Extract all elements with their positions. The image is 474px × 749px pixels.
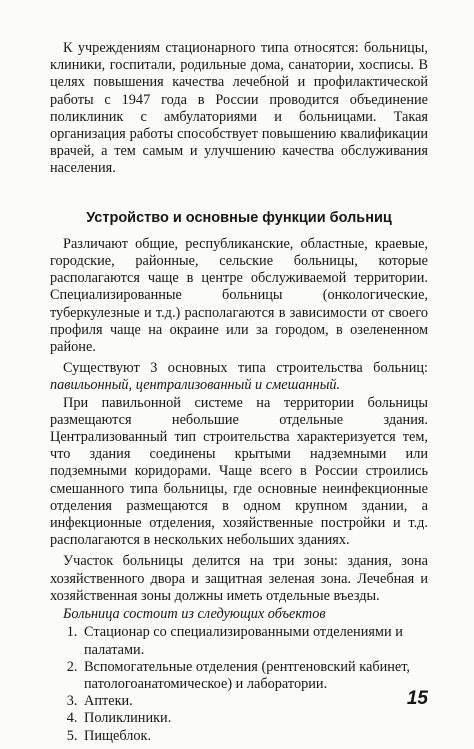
page-number: 15 bbox=[406, 688, 428, 709]
structure-intro: Больница состоит из следующих объектов bbox=[63, 606, 326, 623]
list-item: 2. Вспомогательные отделения (рентгеновский кабинет, патологоанатомическое) и лаборатории. bbox=[81, 659, 428, 693]
construction-types-lead: Существуют 3 основных типа строительства больниц: bbox=[63, 360, 428, 377]
list-item: 1. Стационар со специализированными отделениями и палатами. bbox=[81, 624, 428, 658]
page-content bbox=[50, 40, 428, 745]
construction-types-list: павильонный, централизованный и смешанный. bbox=[50, 377, 341, 394]
list-item: 3. Аптеки. bbox=[81, 693, 428, 710]
construction-types-paragraph bbox=[50, 360, 428, 394]
hospital-types-paragraph: Различают общие, республиканские, областные, краевые, городские, районные, сельские больницы, которые располагаются чаще в центре обслуживаемой территории. Специализированные больницы (онкологические, туберкулезные и т.д.) располагаются в зависимости от своего профиля чаще на окраине или за городом, в озелененном районе. bbox=[50, 235, 428, 356]
pavilion-system-paragraph: При павильонной системе на территории больницы размещаются небольшие отдельные здания. Централизованный тип строительства характеризуется тем, что здания соединены крытыми надземными или подземными коридорами. Чаще всего в России строились смешанного типа больницы, где основные неинфекционные отделения размещаются в одном крупном здании, а инфекционные отделения, хозяйственные постройки и т.д. располагаются в нескольких небольших зданиях. bbox=[50, 394, 428, 549]
hospital-zones-paragraph: Участок больницы делится на три зоны: здания, зона хозяйственного двора и защитная зеленая зона. Лечебная и хозяйственная зоны должны иметь отдельные въезды. bbox=[50, 553, 428, 604]
structure-list bbox=[50, 624, 428, 744]
list-item: 5. Пищеблок. bbox=[81, 728, 428, 745]
section-heading: Устройство и основные функции больниц bbox=[86, 209, 392, 226]
list-item: 4. Поликлиники. bbox=[81, 710, 428, 727]
intro-paragraph: К учреждениям стационарного типа относятся: больницы, клиники, госпитали, родильные дома, санатории, хосписы. В целях повышения качества лечебной и профилактической работы с 1947 года в России проводится объединение поликлиник с амбулаториями и больницами. Такая организация работы способствует повышению квалификации врачей, а тем самым и улучшению качества обслуживания населения. bbox=[50, 40, 428, 177]
